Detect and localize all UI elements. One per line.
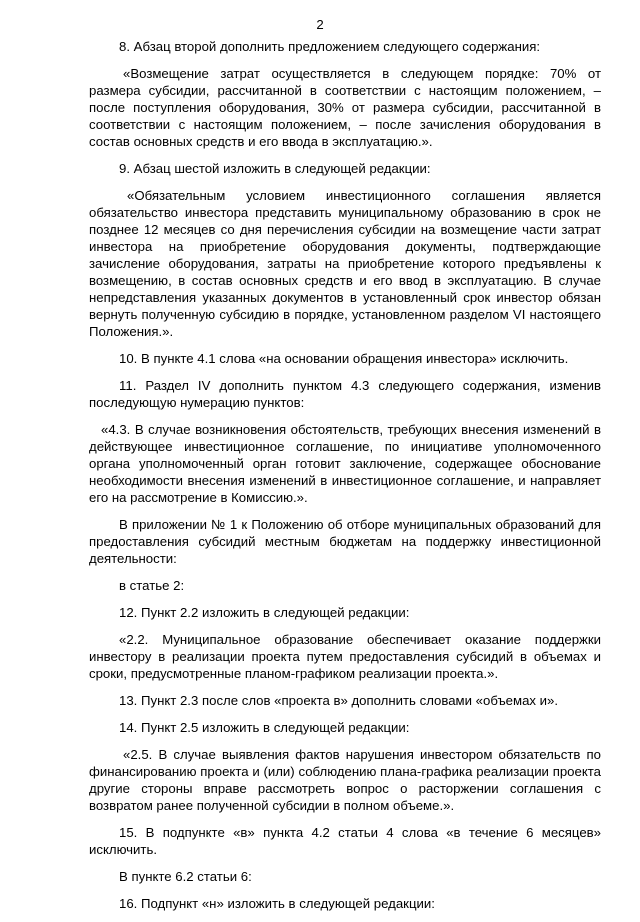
paragraph-item-14: 14. Пункт 2.5 изложить в следующей редакции: [119, 720, 410, 735]
page-number: 2 [316, 17, 324, 32]
paragraph-item-12: 12. Пункт 2.2 изложить в следующей редакции: [119, 605, 410, 620]
paragraph-quote: «4.3. В случае возникновения обстоятельств, требующих внесения изменений в действующее инвестиционное соглашение, по инициативе уполномоченного органа уполномоченный орган готовит заключение, содержащее обоснование необходимости внесения изменений в инвестиционное соглашение, и направляет его на рассмотрение в Комиссию.». [89, 422, 601, 505]
paragraph-text: в статье 2: [119, 578, 185, 593]
paragraph-item-15: 15. В подпункте «в» пункта 4.2 статьи 4 слова «в течение 6 месяцев» исключить. [89, 825, 601, 857]
paragraph-quote: «Возмещение затрат осуществляется в следующем порядке: 70% от размера субсидии, рассчитанной в соответствии с настоящим положением, – после поступления оборудования, 30% от размера субсидии, рассчитанной в соответствии с настоящим положением, – после зачисления оборудования в состав основных средств и его ввода в эксплуатацию.». [89, 66, 601, 149]
paragraph-quote: «2.2. Муниципальное образование обеспечивает оказание поддержки инвестору в реализации проекта путем предоставления субсидий в объемах и сроки, предусмотренные планом-графиком реализации проекта.». [89, 632, 601, 681]
paragraph-item-16: 16. Подпункт «н» изложить в следующей редакции: [119, 896, 435, 911]
paragraph-text: В пункте 6.2 статьи 6: [119, 869, 252, 884]
paragraph-item-11: 11. Раздел IV дополнить пунктом 4.3 следующего содержания, изменив последующую нумерацию пунктов: [89, 378, 601, 410]
paragraph-item-10: 10. В пункте 4.1 слова «на основании обращения инвестора» исключить. [119, 351, 569, 366]
paragraph-item-13: 13. Пункт 2.3 после слов «проекта в» дополнить словами «объемах и». [119, 693, 559, 708]
paragraph-item-8: 8. Абзац второй дополнить предложением следующего содержания: [119, 39, 541, 54]
paragraph-item-9: 9. Абзац шестой изложить в следующей редакции: [119, 161, 431, 176]
document-body [89, 38, 601, 922]
paragraph-quote: «Обязательным условием инвестиционного соглашения является обязательство инвестора представить муниципальному образованию в срок не позднее 12 месяцев со дня перечисления субсидии на возмещение части затрат инвестора на приобретение оборудования документы, подтверждающие зачисление оборудования, затраты на приобретение которого предъявлены к возмещению, в состав основных средств и его ввод в эксплуатацию. В случае непредставления указанных документов в установленный срок инвестор обязан вернуть полученную субсидию в порядке, установленном разделом VI настоящего Положения.». [89, 188, 601, 339]
paragraph-quote: «2.5. В случае выявления фактов нарушения инвестором обязательств по финансированию проекта и (или) соблюдению плана-графика реализации проекта другие стороны вправе рассмотреть вопрос о расторжении соглашения с возвратом ранее полученной субсидии в полном объеме.». [89, 747, 601, 813]
paragraph-text: В приложении № 1 к Положению об отборе муниципальных образований для предоставления субсидий местным бюджетам на поддержку инвестиционной деятельности: [89, 517, 601, 566]
